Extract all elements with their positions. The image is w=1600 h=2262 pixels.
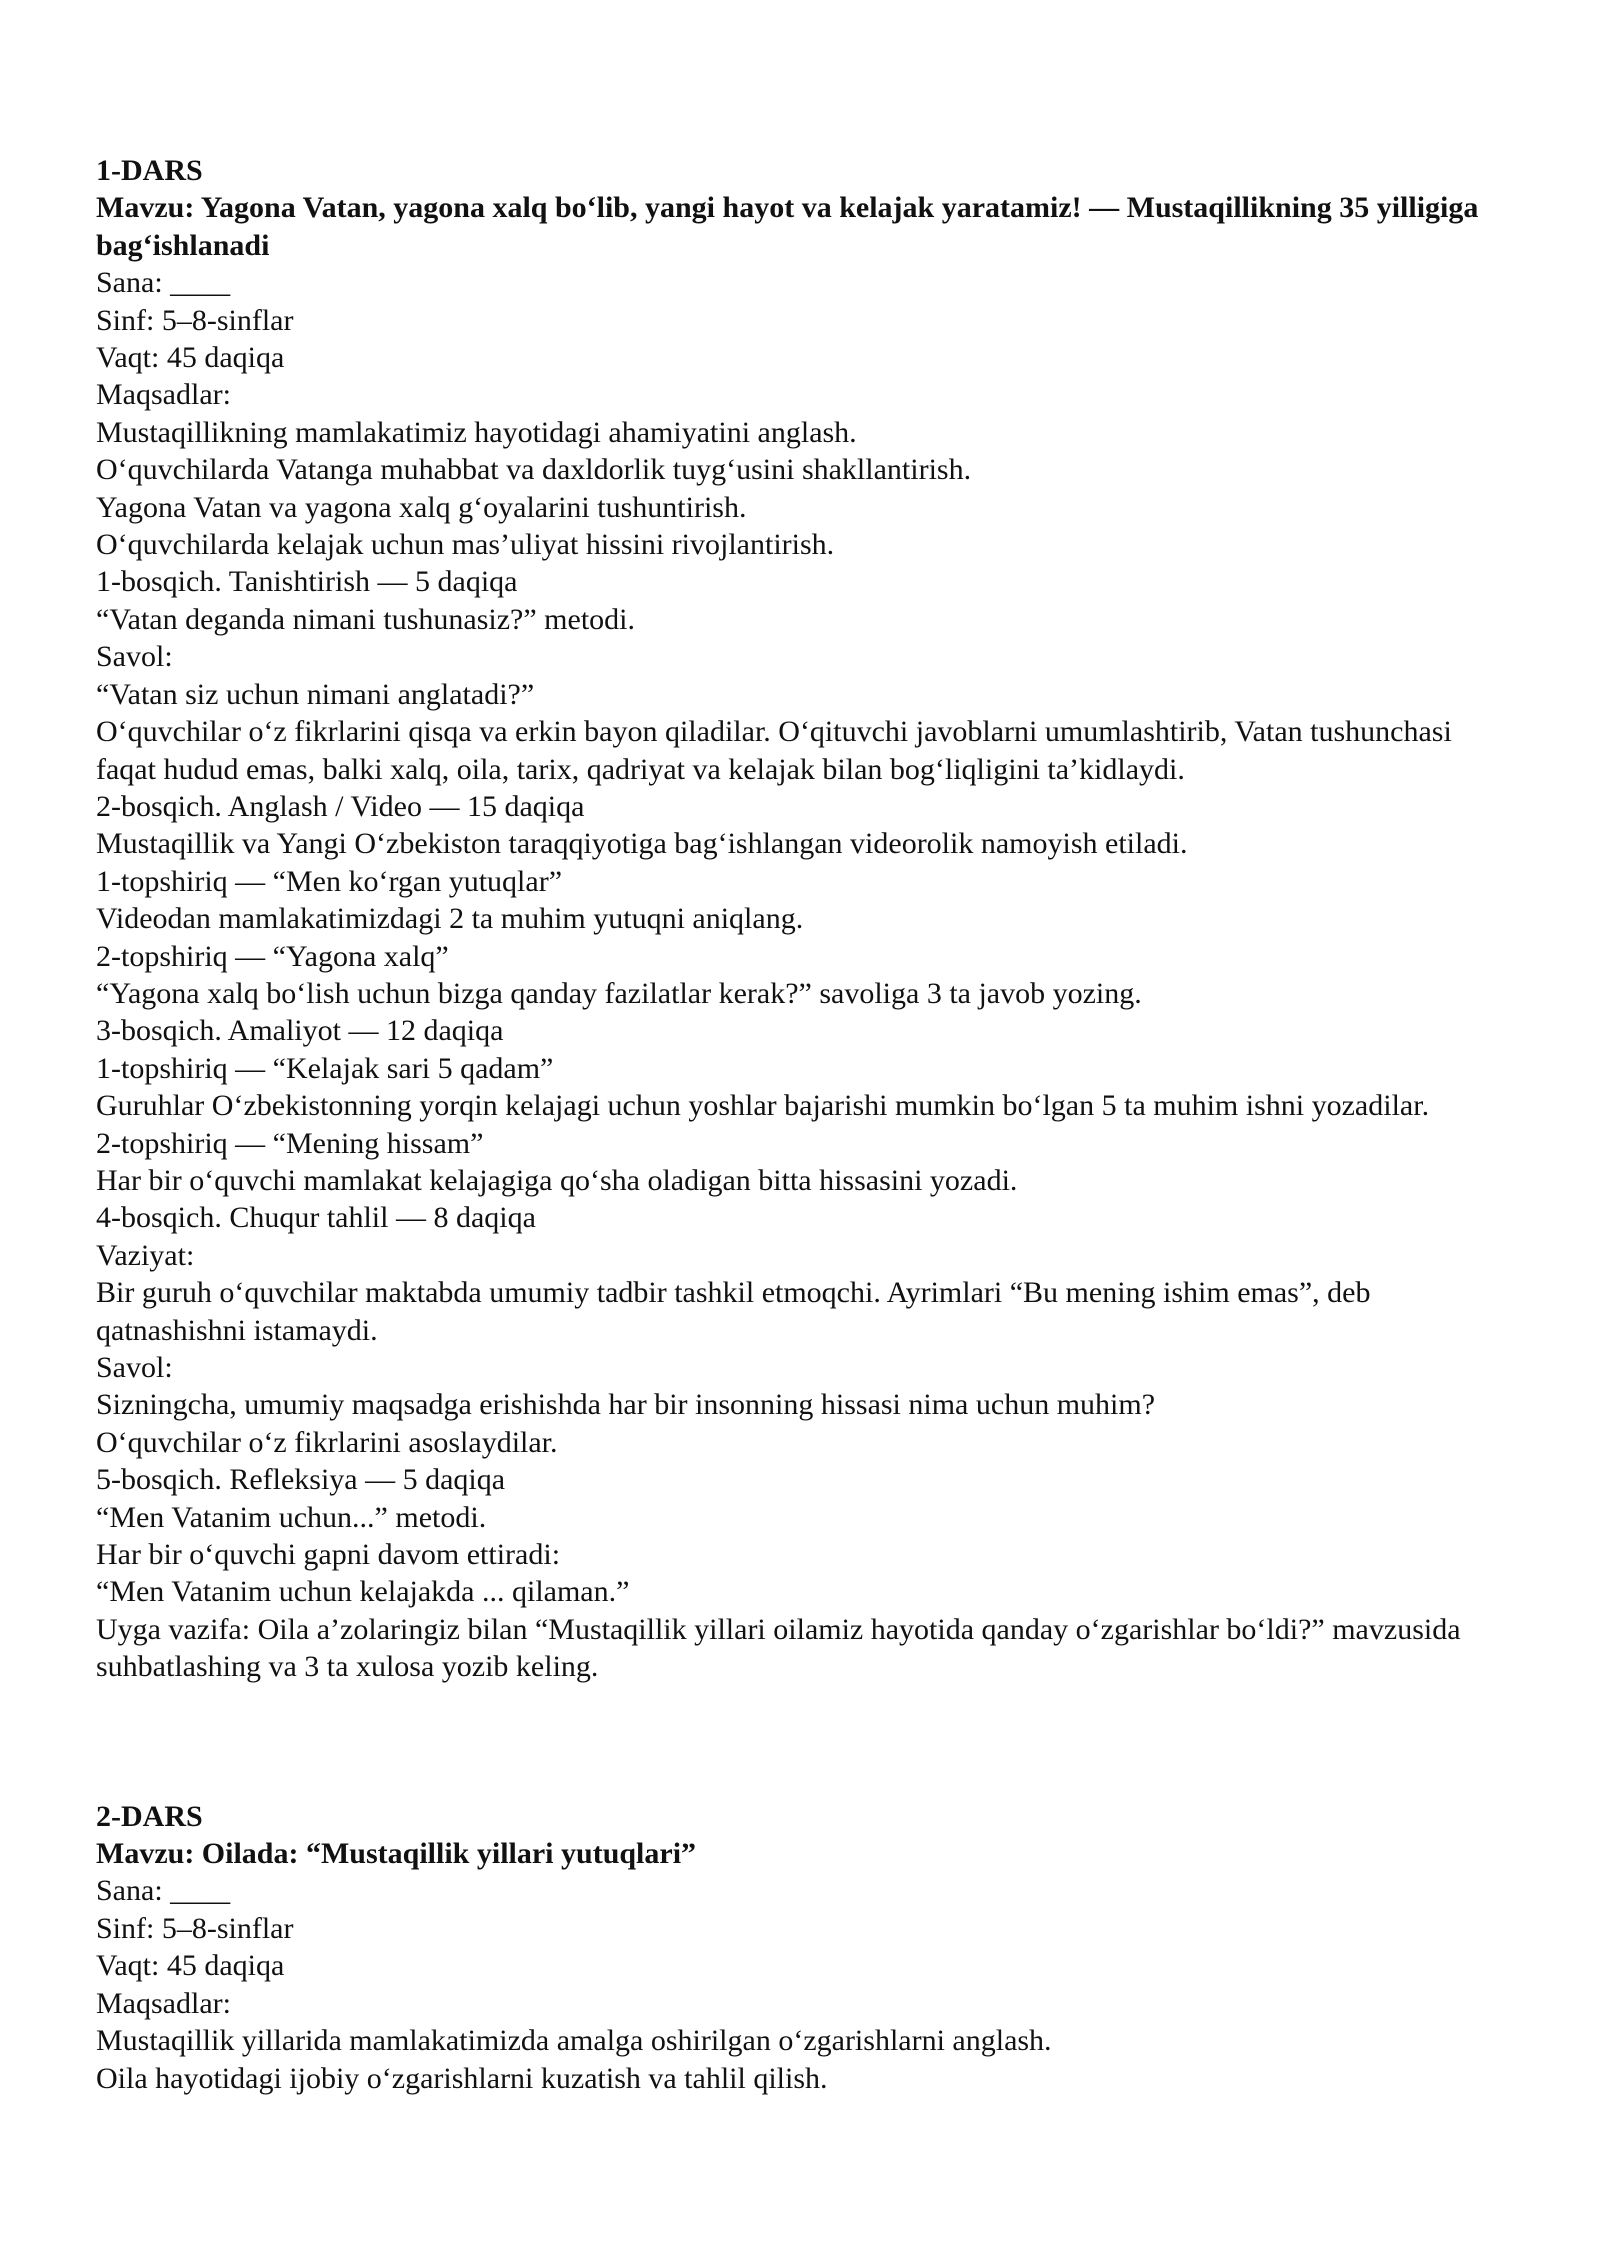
lesson-grade: Sinf: 5–8-sinflar <box>96 1911 294 1945</box>
paragraph-text: Har bir o‘quvchi gapni davom ettiradi: <box>96 1538 561 1572</box>
lesson-time: Vaqt: 45 daqiqa <box>96 341 285 375</box>
method-name: “Vatan deganda nimani tushunasiz?” metodi. <box>96 602 635 636</box>
question-label: Savol: <box>96 1351 173 1384</box>
paragraph-text: O‘quvchilar o‘z fikrlarini qisqa va erkin bayon qiladilar. O‘qituvchi javoblarni umumlashtirib, Vatan tushunchasi faqat hudud emas, balki xalq, oila, tarix, qadriyat va kelajak bilan bog‘liqligini ta’kidlaydi. <box>96 715 1460 786</box>
goal-item: Mustaqillik yillarida mamlakatimizda amalga oshirilgan o‘zgarishlarni anglash. <box>96 2024 1052 2058</box>
paragraph-text: O‘quvchilar o‘z fikrlarini asoslaydilar. <box>96 1425 558 1459</box>
paragraph-text: Guruhlar O‘zbekistonning yorqin kelajagi uchun yoshlar bajarishi mumkin bo‘lgan 5 ta muhim ishni yozadilar. <box>96 1089 1430 1123</box>
lesson-topic: Mavzu: Oilada: “Mustaqillik yillari yutuqlari” <box>96 1837 697 1871</box>
task-heading: 2-topshiriq — “Mening hissam” <box>96 1126 484 1160</box>
task-heading: 2-topshiriq — “Yagona xalq” <box>96 939 449 973</box>
lesson-grade: Sinf: 5–8-sinflar <box>96 303 294 337</box>
question-text: Sizningcha, umumiy maqsadga erishishda har bir insonning hissasi nima uchun muhim? <box>96 1388 1156 1422</box>
paragraph-text: “Men Vatanim uchun kelajakda ... qilaman.” <box>96 1575 630 1609</box>
method-name: “Men Vatanim uchun...” metodi. <box>96 1500 487 1534</box>
goal-item: Yagona Vatan va yagona xalq g‘oyalarini tushuntirish. <box>96 490 747 524</box>
stage-heading: 5-bosqich. Refleksiya — 5 daqiqa <box>96 1463 506 1497</box>
situation-label: Vaziyat: <box>96 1238 195 1272</box>
lesson-topic: Mavzu: Yagona Vatan, yagona xalq bo‘lib, yangi hayot va kelajak yaratamiz! — Mustaqillikning 35 yilligiga bag‘ishlanadi <box>96 191 1486 262</box>
lesson-2 <box>96 1798 1516 2097</box>
goal-item: O‘quvchilarda Vatanga muhabbat va daxldorlik tuyg‘usini shakllantirish. <box>96 453 972 487</box>
lesson-time: Vaqt: 45 daqiqa <box>96 1949 285 1983</box>
lesson-date: Sana: ____ <box>96 1874 231 1908</box>
question-text: “Vatan siz uchun nimani anglatadi?” <box>96 677 535 711</box>
question-label: Savol: <box>96 640 173 674</box>
goals-label: Maqsadlar: <box>96 378 231 412</box>
paragraph-text: Mustaqillik va Yangi O‘zbekiston taraqqiyotiga bag‘ishlangan videorolik namoyish etiladi. <box>96 827 1188 861</box>
goal-item: Mustaqillikning mamlakatimiz hayotidagi ahamiyatini anglash. <box>96 415 857 449</box>
lesson-heading: 2-DARS <box>96 1799 203 1833</box>
section-spacer <box>96 1686 1516 1798</box>
goal-item: O‘quvchilarda kelajak uchun mas’uliyat hissini rivojlantirish. <box>96 528 835 562</box>
task-heading: 1-topshiriq — “Men ko‘rgan yutuqlar” <box>96 864 563 898</box>
stage-heading: 2-bosqich. Anglash / Video — 15 daqiqa <box>96 789 585 823</box>
stage-heading: 1-bosqich. Tanishtirish — 5 daqiqa <box>96 565 518 599</box>
lesson-1 <box>96 152 1516 1686</box>
lesson-heading: 1-DARS <box>96 154 203 187</box>
goals-label: Maqsadlar: <box>96 1986 231 2020</box>
paragraph-text: “Yagona xalq bo‘lish uchun bizga qanday fazilatlar kerak?” savoliga 3 ta javob yozing. <box>96 976 1142 1010</box>
paragraph-text: Videodan mamlakatimizdagi 2 ta muhim yutuqni aniqlang. <box>96 902 804 936</box>
task-heading: 1-topshiriq — “Kelajak sari 5 qadam” <box>96 1051 554 1085</box>
paragraph-text: Har bir o‘quvchi mamlakat kelajagiga qo‘sha oladigan bitta hissasini yozadi. <box>96 1163 1018 1197</box>
paragraph-text: Bir guruh o‘quvchilar maktabda umumiy tadbir tashkil etmoqchi. Ayrimlari “Bu mening ishim emas”, deb qatnashishni istamaydi. <box>96 1276 1378 1347</box>
homework-text: Uyga vazifa: Oila a’zolaringiz bilan “Mustaqillik yillari oilamiz hayotida qanday o‘zgarishlar bo‘ldi?” mavzusida suhbatlashing va 3 ta xulosa yozib keling. <box>96 1612 1469 1684</box>
stage-heading: 4-bosqich. Chuqur tahlil — 8 daqiqa <box>96 1201 536 1235</box>
stage-heading: 3-bosqich. Amaliyot — 12 daqiqa <box>96 1014 504 1048</box>
goal-item: Oila hayotidagi ijobiy o‘zgarishlarni kuzatish va tahlil qilish. <box>96 2061 828 2095</box>
lesson-date: Sana: ____ <box>96 266 231 300</box>
document-page <box>96 152 1516 2097</box>
